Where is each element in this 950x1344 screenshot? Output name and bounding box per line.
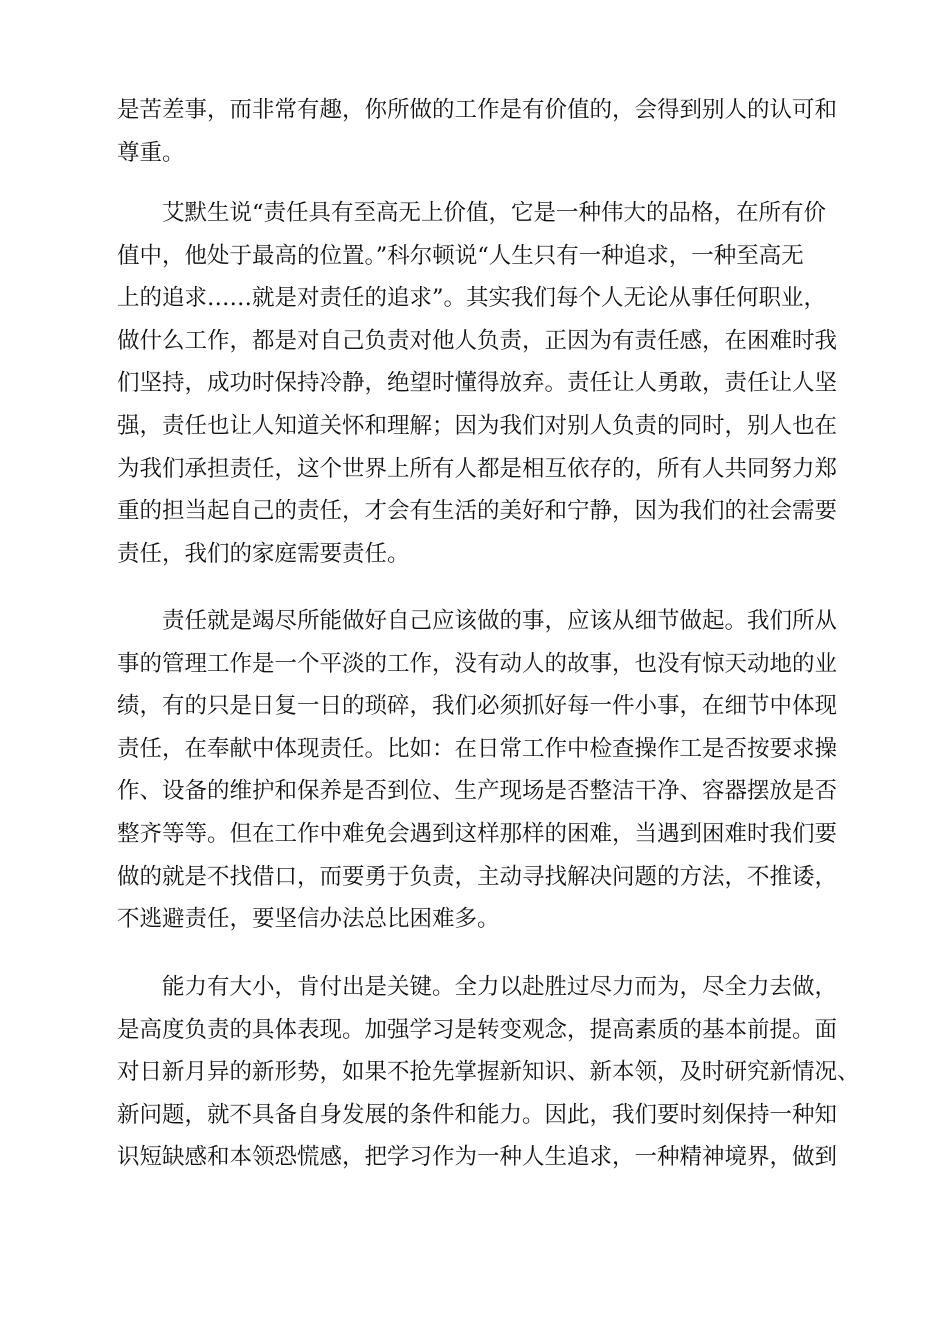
paragraph-1 — [117, 89, 837, 174]
paragraph-line: 为我们承担责任，这个世界上所有人都是相互依存的，所有人共同努力郑 — [117, 455, 838, 482]
paragraph-line: 强，责任也让人知道关怀和理解；因为我们对别人负责的同时，别人也在 — [117, 412, 838, 439]
paragraph-line: 整齐等等。但在工作中难免会遇到这样那样的困难，当遇到困难时我们要 — [117, 820, 838, 847]
paragraph-line: 重的担当起自己的责任，才会有生活的美好和宁静，因为我们的社会需要 — [117, 498, 838, 525]
paragraph-line: 责任就是竭尽所能做好自己应该做的事，应该从细节做起。我们所从 — [162, 608, 838, 634]
paragraph-line: 做的就是不找借口，而要勇于负责，主动寻找解决问题的方法，不推诿， — [117, 863, 838, 890]
paragraph-line: 作、设备的维护和保养是否到位、生产现场是否整洁干净、容器摆放是否 — [117, 778, 838, 805]
paragraph-line: 们坚持，成功时保持冷静，绝望时懂得放弃。责任让人勇敢，责任让人坚 — [117, 370, 838, 397]
paragraph-2 — [117, 192, 837, 575]
paragraph-line: 值中，他处于最高的位置。”科尔顿说“人生只有一种追求，一种至高无 — [117, 242, 804, 269]
paragraph-4 — [117, 966, 860, 1179]
paragraph-line: 能力有大小，肯付出是关键。全力以赴胜过尽力而为，尽全力去做， — [162, 974, 838, 1000]
paragraph-line: 责任，我们的家庭需要责任。 — [117, 540, 410, 567]
paragraph-line: 艾默生说“责任具有至高无上价值，它是一种伟大的品格，在所有价 — [162, 200, 827, 226]
paragraph-line: 责任，在奉献中体现责任。比如：在日常工作中检查操作工是否按要求操 — [117, 735, 838, 762]
paragraph-line: 上的追求……就是对责任的追求”。其实我们每个人无论从事任何职业， — [117, 285, 827, 312]
paragraph-line: 绩，有的只是日复一日的琐碎，我们必须抓好每一件小事，在细节中体现 — [117, 693, 838, 720]
paragraph-line: 做什么工作，都是对自己负责对他人负责，正因为有责任感，在困难时我 — [117, 327, 838, 354]
paragraph-line: 事的管理工作是一个平淡的工作，没有动人的故事，也没有惊天动地的业 — [117, 650, 838, 677]
paragraph-line: 不逃避责任，要坚信办法总比困难多。 — [117, 906, 500, 933]
paragraph-line: 尊重。 — [117, 139, 185, 166]
paragraph-line: 新问题，就不具备自身发展的条件和能力。因此，我们要时刻保持一种知 — [117, 1101, 838, 1128]
paragraph-3 — [117, 600, 837, 941]
paragraph-line: 识短缺感和本领恐慌感，把学习作为一种人生追求，一种精神境界，做到 — [117, 1144, 838, 1171]
paragraph-line: 是苦差事，而非常有趣，你所做的工作是有价值的，会得到别人的认可和 — [117, 97, 838, 123]
paragraph-line: 是高度负责的具体表现。加强学习是转变观念，提高素质的基本前提。面 — [117, 1016, 838, 1043]
paragraph-line: 对日新月异的新形势，如果不抢先掌握新知识、新本领，及时研究新情况、 — [117, 1059, 860, 1086]
